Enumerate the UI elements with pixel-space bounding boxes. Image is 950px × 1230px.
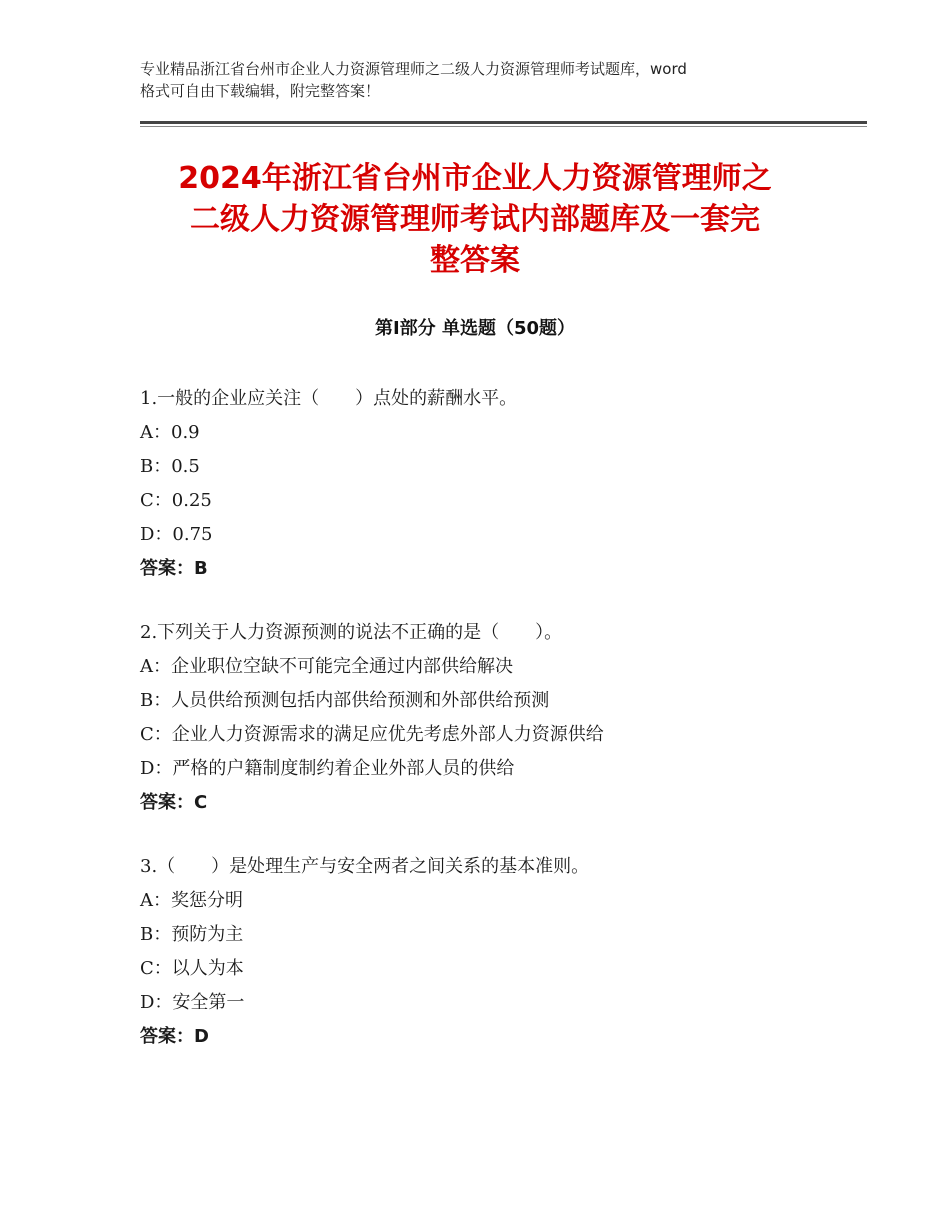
option-d: D：安全第一	[140, 992, 245, 1013]
option-a: A：企业职位空缺不可能完全通过内部供给解决	[140, 656, 513, 677]
option-c: C：企业人力资源需求的满足应优先考虑外部人力资源供给	[140, 724, 604, 745]
header-divider-thin	[140, 126, 867, 127]
answer: 答案：D	[140, 1026, 209, 1047]
question-stem: 1.一般的企业应关注（ ）点处的薪酬水平。	[140, 388, 518, 409]
question-list	[140, 382, 840, 1084]
option-a: A：奖惩分明	[140, 890, 243, 911]
question-1	[140, 382, 840, 586]
answer: 答案：B	[140, 558, 208, 579]
question-stem: 2.下列关于人力资源预测的说法不正确的是（ ）。	[140, 622, 563, 643]
option-b: B：预防为主	[140, 924, 244, 945]
document-title-line-1: 2024年浙江省台州市企业人力资源管理师之	[178, 161, 772, 196]
document-title-line-3: 整答案	[430, 243, 520, 278]
option-d: D：0.75	[140, 524, 213, 545]
answer: 答案：C	[140, 792, 208, 813]
option-b: B：人员供给预测包括内部供给预测和外部供给预测	[140, 690, 550, 711]
document-title-line-2: 二级人力资源管理师考试内部题库及一套完	[190, 202, 760, 237]
header-note	[140, 58, 830, 102]
section-heading: 第Ⅰ部分 单选题（50题）	[374, 318, 575, 339]
question-stem: 3.（ ）是处理生产与安全两者之间关系的基本准则。	[140, 856, 590, 877]
option-c: C：0.25	[140, 490, 212, 511]
header-divider-thick	[140, 121, 867, 124]
option-a: A：0.9	[140, 422, 200, 443]
header-note-line-2: 格式可自由下载编辑，附完整答案！	[140, 82, 381, 100]
question-3	[140, 850, 840, 1054]
question-2	[140, 616, 840, 820]
option-c: C：以人为本	[140, 958, 244, 979]
header-note-line-1: 专业精品浙江省台州市企业人力资源管理师之二级人力资源管理师考试题库，word	[140, 60, 687, 78]
option-b: B：0.5	[140, 456, 200, 477]
document-title	[130, 158, 820, 281]
option-d: D：严格的户籍制度制约着企业外部人员的供给	[140, 758, 515, 779]
